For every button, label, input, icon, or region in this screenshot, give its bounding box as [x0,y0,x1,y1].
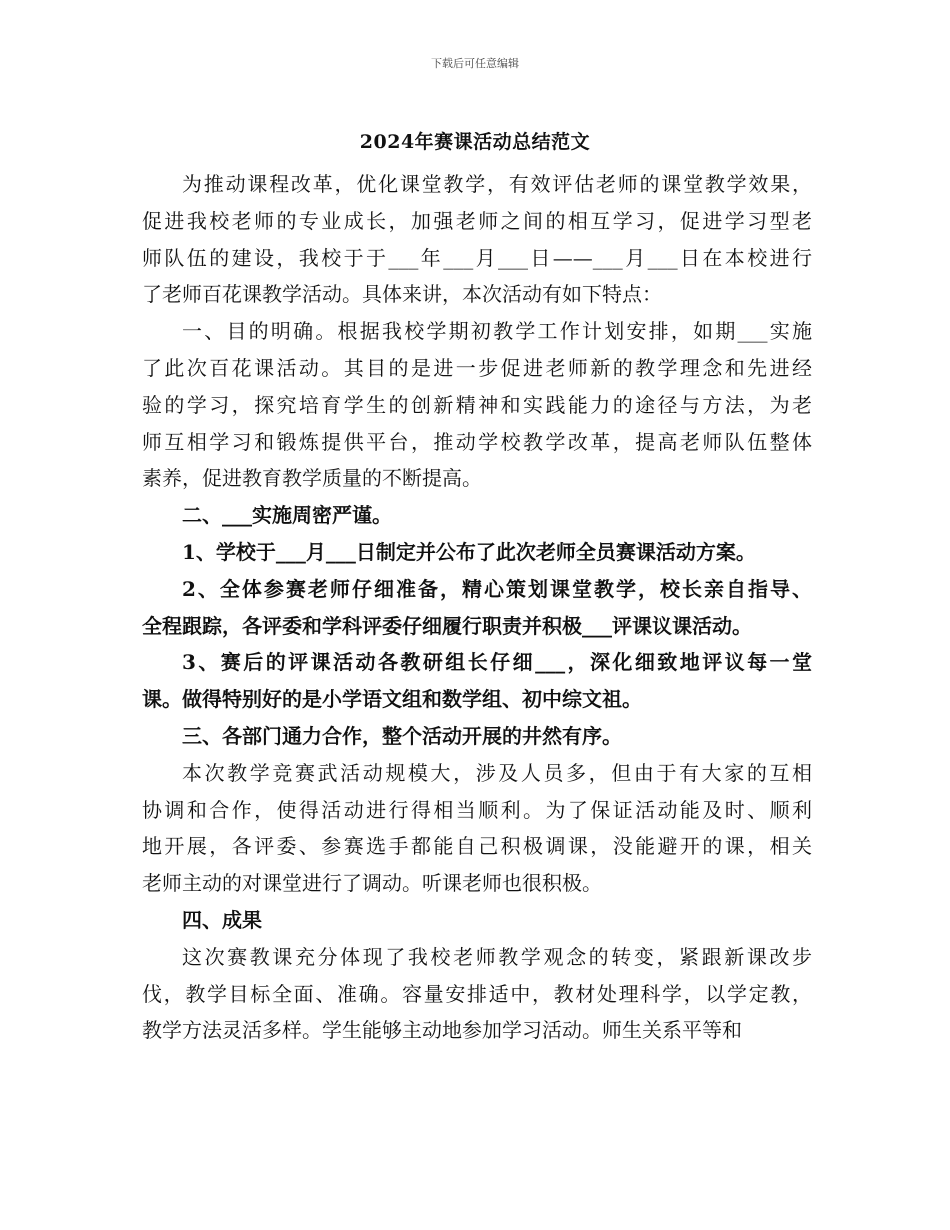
text-line: 一、目的明确。根据我校学期初教学工作计划安排，如期___实施 [182,319,812,344]
text-line: 师队伍的建设，我校于于___年___月___日——___月___日在本校进行 [142,245,812,270]
document-body [142,166,812,1049]
text-line: 伐，教学目标全面、准确。容量安排适中，教材处理科学，以学定教， [142,981,812,1006]
paragraph [142,534,812,571]
paragraph [142,755,812,902]
text-line: 三、各部门通力合作，整个活动开展的井然有序。 [182,723,622,748]
paragraph [142,313,812,497]
text-line: 本次教学竞赛武活动规模大，涉及人员多，但由于有大家的互相 [182,760,812,785]
text-line: 这次赛教课充分体现了我校老师教学观念的转变，紧跟新课改步 [182,944,812,969]
text-line: 教学方法灵活多样。学生能够主动地参加学习活动。师生关系平等和 [142,1018,742,1043]
paragraph [142,644,812,718]
text-line: 了此次百花课活动。其目的是进一步促进老师新的教学理念和先进经 [142,355,812,380]
text-line: 课。做得特别好的是小学语文组和数学组、初中综文祖。 [142,687,642,712]
text-line: 老师主动的对课堂进行了调动。听课老师也很积极。 [142,871,602,896]
text-line: 1、学校于___月___日制定并公布了此次老师全员赛课活动方案。 [182,539,756,564]
text-line: 地开展，各评委、参赛选手都能自己积极调课，没能避开的课，相关 [142,834,812,859]
text-line: 3、赛后的评课活动各教研组长仔细___，深化细致地评议每一堂 [182,650,812,675]
paragraph [142,902,812,939]
text-line: 师互相学习和锻炼提供平台，推动学校教学改革，提高老师队伍整体 [142,429,812,454]
text-line: 为推动课程改革，优化课堂教学，有效评估老师的课堂教学效果， [182,172,812,196]
paragraph [142,718,812,755]
text-line: 促进我校老师的专业成长，加强老师之间的相互学习，促进学习型老 [142,208,812,233]
text-line: 了老师百花课教学活动。具体来讲，本次活动有如下特点： [142,282,662,307]
page-header: 下载后可任意编辑 [431,57,519,70]
text-line: 协调和合作，使得活动进行得相当顺利。为了保证活动能及时、顺利 [142,797,812,822]
text-line: 全程跟踪，各评委和学科评委仔细履行职责并积极___评课议课活动。 [142,613,752,638]
text-line: 验的学习，探究培育学生的创新精神和实践能力的途径与方法，为老 [142,392,812,417]
paragraph [142,571,812,645]
paragraph [142,497,812,534]
text-line: 四、成果 [182,907,262,932]
document-title: 2024年赛课活动总结范文 [359,131,591,153]
text-line: 二、___实施周密严谨。 [182,503,392,528]
text-line: 素养，促进教育教学质量的不断提高。 [142,466,482,491]
paragraph [142,939,812,1049]
text-line: 2、全体参赛老师仔细准备，精心策划课堂教学，校长亲自指导、 [182,576,812,601]
paragraph [142,166,812,313]
